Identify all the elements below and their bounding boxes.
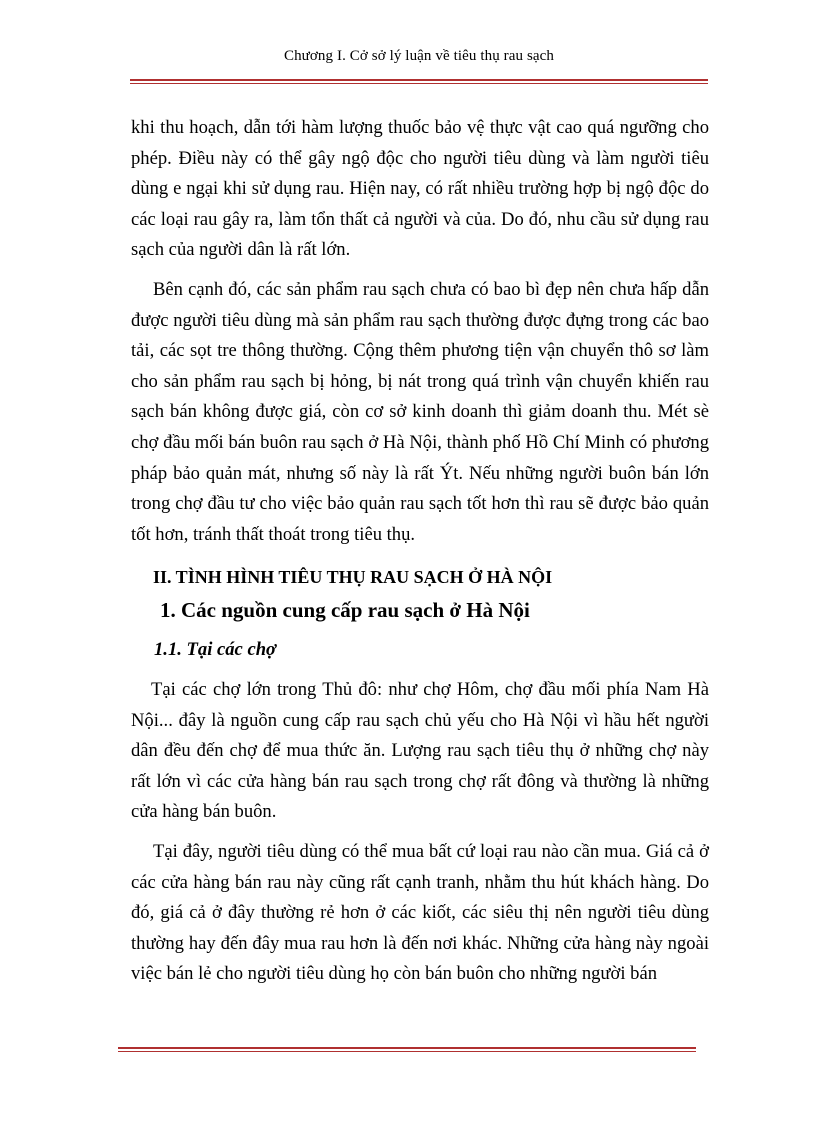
body-top: [131, 113, 709, 550]
subsection-heading: 1. Các nguồn cung cấp rau sạch ở Hà Nội: [160, 598, 530, 622]
section-heading: II. TÌNH HÌNH TIÊU THỤ RAU SẠCH Ở HÀ NỘI: [153, 567, 553, 587]
header-rule-top: [130, 79, 708, 81]
header-rule-bottom: [130, 83, 708, 84]
footer-rule-bottom: [118, 1051, 696, 1052]
footer-rule-top: [118, 1047, 696, 1049]
subsubsection-heading: 1.1. Tại các chợ: [154, 639, 277, 660]
paragraph: khi thu hoạch, dẫn tới hàm lượng thuốc bảo vệ thực vật cao quá ngưỡng cho phép. Điều này có thể gây ngộ độc cho người tiêu dùng và làm người tiêu dùng e ngại khi sử dụng rau. Hiện nay, có rất nhiều trường hợp bị ngộ độc do các loại rau gây ra, làm tổn thất cả người và của. Do đó, nhu cầu sử dụng rau sạch của người dân là rất lớn.: [131, 117, 709, 261]
body-bottom: [131, 675, 709, 990]
paragraph: Tại các chợ lớn trong Thủ đô: như chợ Hôm, chợ đầu mối phía Nam Hà Nội... đây là nguồn cung cấp rau sạch chủ yếu cho Hà Nội vì hầu hết người dân đều đến chợ để mua thức ăn. Lượng rau sạch tiêu thụ ở những chợ này rất lớn vì các cửa hàng bán rau sạch trong chợ rất đông và thường là những cửa hàng bán buôn.: [131, 679, 709, 823]
paragraph: Bên cạnh đó, các sản phẩm rau sạch chưa có bao bì đẹp nên chưa hấp dẫn được người tiêu dùng mà sản phẩm rau sạch thường được đựng trong các bao tải, các sọt tre thông thường. Cộng thêm phương tiện vận chuyển thô sơ làm cho sản phẩm rau sạch bị hỏng, bị nát trong quá trình vận chuyển khiến rau sạch bán không được giá, còn cơ sở kinh doanh thì giảm doanh thu. Mét sè chợ đầu mối bán buôn rau sạch ở Hà Nội, thành phố Hồ Chí Minh có phương pháp bảo quản mát, nhưng số này là rất Ýt. Nếu những người buôn bán lớn trong chợ đầu tư cho việc bảo quản rau sạch tốt hơn thì rau sẽ được bảo quản tốt hơn, tránh thất thoát trong tiêu thụ.: [131, 278, 709, 545]
running-header: Chương I. Cở sở lý luận về tiêu thụ rau sạch: [283, 48, 555, 64]
paragraph: Tại đây, người tiêu dùng có thể mua bất cứ loại rau nào cần mua. Giá cả ở các cửa hàng bán rau này cũng rất cạnh tranh, nhằm thu hút khách hàng. Do đó, giá cả ở đây thường rẻ hơn ở các kiốt, các siêu thị nên người tiêu dùng thường hay đến đây mua rau hơn là đến nơi khác. Những cửa hàng này ngoài việc bán lẻ cho người tiêu dùng họ còn bán buôn cho những người bán: [131, 840, 709, 985]
